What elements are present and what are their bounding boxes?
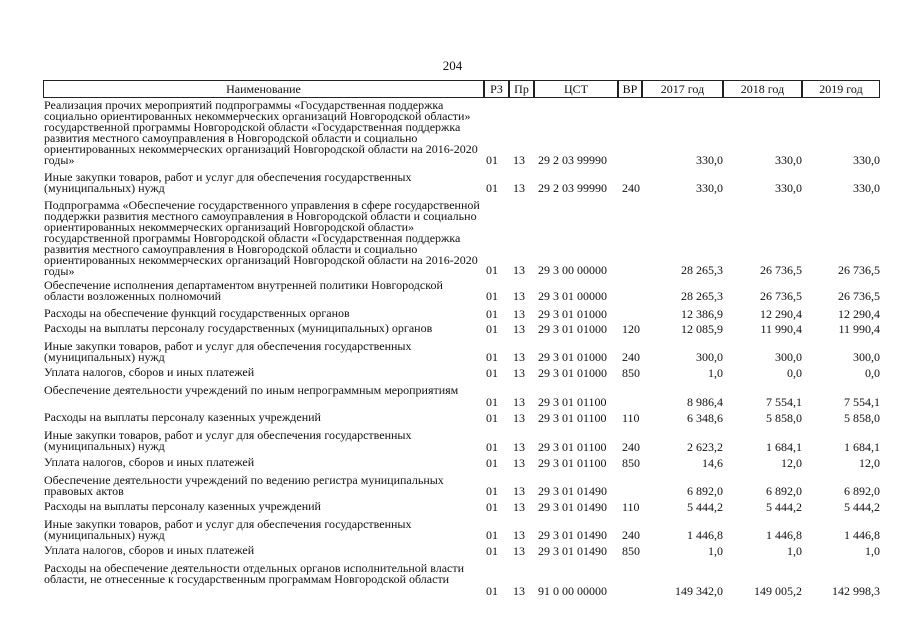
row-y2017: 28 265,3 (681, 263, 723, 277)
row-y2018: 330,0 (775, 181, 802, 195)
row-cst: 29 3 01 01000 (538, 322, 607, 336)
row-y2019: 1,0 (865, 544, 880, 558)
row-cst: 29 2 03 99990 (538, 181, 607, 195)
row-y2019: 300,0 (853, 350, 880, 364)
row-pr: 13 (513, 181, 525, 195)
row-vr: 110 (622, 500, 640, 514)
page-number: 204 (442, 58, 463, 73)
row-y2017: 330,0 (696, 181, 723, 195)
row-rz: 01 (486, 350, 498, 364)
row-rz: 01 (486, 395, 498, 409)
row-y2017: 1,0 (708, 366, 723, 380)
row-y2017: 12 386,9 (681, 307, 723, 321)
row-y2019: 142 998,3 (832, 584, 880, 598)
row-y2017: 12 085,9 (681, 322, 723, 336)
row-cst: 29 3 01 01100 (538, 456, 607, 470)
row-name: Иные закупки товаров, работ и услуг для обеспечения государственных (муниципальных) нужд (44, 339, 412, 364)
row-name: Расходы на обеспечение функций государственных органов (44, 306, 350, 320)
row-rz: 01 (486, 544, 498, 558)
row-y2019: 0,0 (865, 366, 880, 380)
row-cst: 29 3 01 01490 (538, 528, 607, 542)
row-y2019: 5 444,2 (844, 500, 880, 514)
row-cst: 29 3 01 01100 (538, 411, 607, 425)
row-y2019: 7 554,1 (844, 395, 880, 409)
row-y2018: 0,0 (787, 366, 802, 380)
row-y2017: 14,6 (702, 456, 723, 470)
row-rz: 01 (486, 181, 498, 195)
row-vr: 120 (622, 322, 640, 336)
row-name: Расходы на выплаты персоналу казенных учреждений (44, 410, 321, 424)
row-name: Подпрограмма «Обеспечение государственного управления в сфере государственной поддержки развития местного самоуправления в Новгородской области и социально ориентированных некоммерческих организаций Новгородской области» государственной программы Новгородской области «Государственная поддержка развития местного самоуправления в Новгородской области и социально ориентированных некоммерческих организаций Новгородской области на 2016-2020 годы» (44, 198, 480, 278)
row-rz: 01 (486, 366, 498, 380)
row-y2018: 149 005,2 (754, 584, 802, 598)
row-rz: 01 (486, 484, 498, 498)
row-rz: 01 (486, 528, 498, 542)
row-y2019: 11 990,4 (838, 322, 880, 336)
row-pr: 13 (513, 263, 525, 277)
row-y2018: 12 290,4 (760, 307, 802, 321)
row-pr: 13 (513, 322, 525, 336)
row-rz: 01 (486, 322, 498, 336)
row-y2017: 2 623,2 (687, 440, 723, 454)
row-pr: 13 (513, 500, 525, 514)
row-name: Уплата налогов, сборов и иных платежей (44, 365, 255, 379)
row-rz: 01 (486, 440, 498, 454)
row-rz: 01 (486, 456, 498, 470)
row-y2018: 1 684,1 (766, 440, 802, 454)
header-vr: ВР (618, 80, 642, 98)
row-vr: 240 (622, 181, 640, 195)
row-y2018: 1 446,8 (766, 528, 802, 542)
row-vr: 240 (622, 350, 640, 364)
row-cst: 29 3 01 01490 (538, 500, 607, 514)
row-pr: 13 (513, 307, 525, 321)
header-2017: 2017 год (642, 80, 723, 98)
row-y2018: 330,0 (775, 153, 802, 167)
row-rz: 01 (486, 153, 498, 167)
row-pr: 13 (513, 484, 525, 498)
row-vr: 240 (622, 528, 640, 542)
row-y2017: 1 446,8 (687, 528, 723, 542)
row-y2018: 300,0 (775, 350, 802, 364)
row-y2019: 1 684,1 (844, 440, 880, 454)
row-y2019: 12 290,4 (838, 307, 880, 321)
row-name: Обеспечение деятельности учреждений по иным непрограммным мероприятиям (44, 383, 459, 397)
row-y2019: 26 736,5 (838, 263, 880, 277)
row-pr: 13 (513, 395, 525, 409)
row-name: Иные закупки товаров, работ и услуг для обеспечения государственных (муниципальных) нужд (44, 170, 412, 195)
header-cst: ЦСТ (534, 80, 618, 98)
row-y2019: 12,0 (859, 456, 880, 470)
row-pr: 13 (513, 153, 525, 167)
row-name: Расходы на выплаты персоналу государственных (муниципальных) органов (44, 321, 433, 335)
row-y2019: 26 736,5 (838, 289, 880, 303)
row-name: Иные закупки товаров, работ и услуг для обеспечения государственных (муниципальных) нужд (44, 517, 412, 542)
row-rz: 01 (486, 584, 498, 598)
row-y2018: 5 858,0 (766, 411, 802, 425)
row-cst: 91 0 00 00000 (538, 584, 607, 598)
row-rz: 01 (486, 263, 498, 277)
row-rz: 01 (486, 307, 498, 321)
row-pr: 13 (513, 289, 525, 303)
row-cst: 29 3 01 00000 (538, 289, 607, 303)
row-pr: 13 (513, 528, 525, 542)
row-y2017: 6 348,6 (687, 411, 723, 425)
row-name: Обеспечение деятельности учреждений по ведению регистра муниципальных правовых актов (44, 473, 444, 498)
row-cst: 29 3 01 01490 (538, 484, 607, 498)
row-name: Уплата налогов, сборов и иных платежей (44, 543, 255, 557)
row-name: Расходы на выплаты персоналу казенных учреждений (44, 499, 321, 513)
header-rz: РЗ (484, 80, 509, 98)
row-pr: 13 (513, 350, 525, 364)
row-y2018: 7 554,1 (766, 395, 802, 409)
row-y2017: 28 265,3 (681, 289, 723, 303)
row-pr: 13 (513, 456, 525, 470)
header-2018: 2018 год (723, 80, 802, 98)
row-cst: 29 3 00 00000 (538, 263, 607, 277)
row-vr: 850 (622, 366, 640, 380)
row-y2017: 300,0 (696, 350, 723, 364)
row-name: Обеспечение исполнения департаментом внутренней политики Новгородской области возложенных полномочий (44, 278, 443, 303)
row-y2019: 5 858,0 (844, 411, 880, 425)
row-cst: 29 3 01 01100 (538, 395, 607, 409)
row-y2017: 330,0 (696, 153, 723, 167)
row-rz: 01 (486, 500, 498, 514)
header-2019: 2019 год (802, 80, 880, 98)
row-pr: 13 (513, 366, 525, 380)
row-y2018: 11 990,4 (760, 322, 802, 336)
row-pr: 13 (513, 440, 525, 454)
row-y2018: 12,0 (781, 456, 802, 470)
row-y2018: 6 892,0 (766, 484, 802, 498)
header-pr: Пр (509, 80, 534, 98)
row-cst: 29 3 01 01000 (538, 350, 607, 364)
row-y2017: 1,0 (708, 544, 723, 558)
row-y2017: 8 986,4 (687, 395, 723, 409)
row-pr: 13 (513, 411, 525, 425)
row-y2017: 6 892,0 (687, 484, 723, 498)
row-y2019: 6 892,0 (844, 484, 880, 498)
row-cst: 29 2 03 99990 (538, 153, 607, 167)
row-name: Уплата налогов, сборов и иных платежей (44, 455, 255, 469)
row-y2018: 5 444,2 (766, 500, 802, 514)
row-vr: 850 (622, 544, 640, 558)
header-name: Наименование (43, 80, 484, 98)
row-pr: 13 (513, 584, 525, 598)
row-vr: 850 (622, 456, 640, 470)
row-y2018: 1,0 (787, 544, 802, 558)
row-name: Иные закупки товаров, работ и услуг для обеспечения государственных (муниципальных) нужд (44, 428, 412, 453)
row-name: Расходы на обеспечение деятельности отдельных органов исполнительной власти области, не отнесенные к государственным программам Новгородской области (44, 561, 465, 586)
row-y2019: 1 446,8 (844, 528, 880, 542)
row-vr: 110 (622, 411, 640, 425)
row-cst: 29 3 01 01000 (538, 366, 607, 380)
row-cst: 29 3 01 01000 (538, 307, 607, 321)
row-vr: 240 (622, 440, 640, 454)
row-pr: 13 (513, 544, 525, 558)
row-rz: 01 (486, 289, 498, 303)
row-y2017: 149 342,0 (675, 584, 723, 598)
row-y2017: 5 444,2 (687, 500, 723, 514)
row-rz: 01 (486, 411, 498, 425)
row-y2018: 26 736,5 (760, 263, 802, 277)
row-y2018: 26 736,5 (760, 289, 802, 303)
row-name: Реализация прочих мероприятий подпрограммы «Государственная поддержка социально ориентированных некоммерческих организаций Новгородской области» государственной программы Новгородской области «Государственная поддержка развития местного самоуправления в Новгородской области и социально ориентированных некоммерческих организаций Новгородской области на 2016-2020 годы» (44, 98, 478, 167)
row-cst: 29 3 01 01100 (538, 440, 607, 454)
row-cst: 29 3 01 01490 (538, 544, 607, 558)
row-y2019: 330,0 (853, 153, 880, 167)
row-y2019: 330,0 (853, 181, 880, 195)
